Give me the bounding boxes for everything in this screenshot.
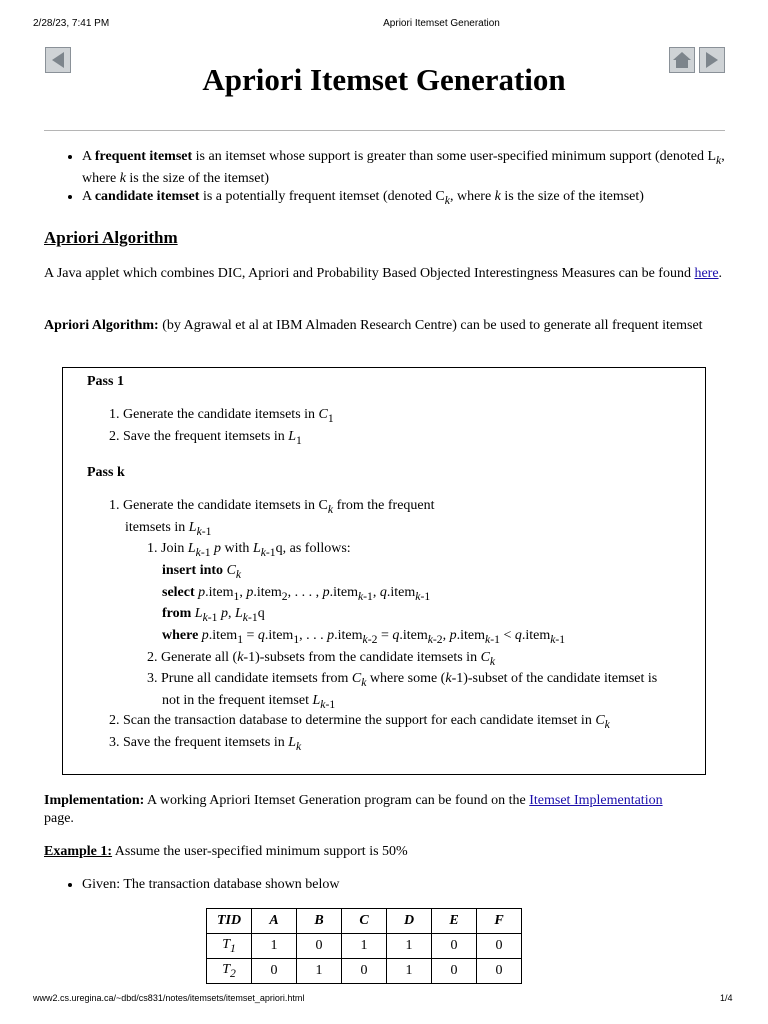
col-header: B bbox=[297, 909, 342, 934]
here-link[interactable]: here bbox=[694, 266, 719, 281]
pass-1-step-1: 1. Generate the candidate itemsets in $C_1$ bbox=[109, 407, 334, 425]
algorithm-box bbox=[62, 367, 706, 775]
pass-k-step-1-cont: itemsets in $L_{k-1}$ bbox=[125, 520, 212, 538]
join-step: 1. Join $L_{k-1}$ p with $L_{k-1}q$, as follows: bbox=[147, 541, 351, 559]
select-line: select p.item$_1$, p.item$_2$, . . . , p.item$_{k-1}$, q.item$_{k-1}$ bbox=[162, 585, 431, 603]
algorithm-intro: Apriori Algorithm: (by Agrawal et al at IBM Almaden Research Centre) can be used to generate all frequent itemset bbox=[44, 318, 703, 333]
tid-cell: $T_2$ bbox=[207, 959, 252, 984]
table-cell: 1 bbox=[387, 959, 432, 984]
col-header: D bbox=[387, 909, 432, 934]
pass-k-step-1: 1. Generate the candidate itemsets in $C_k$ from the frequent bbox=[109, 498, 435, 516]
horizontal-rule bbox=[44, 130, 725, 131]
implementation-paragraph: Implementation: A working Apriori Itemset Generation program can be found on the Itemset Implementation page. bbox=[44, 793, 663, 826]
table-cell: 0 bbox=[252, 959, 297, 984]
prune-step: 3. Prune all candidate itemsets from $C_k$ where some (k-1)-subset of the candidate itemset is bbox=[147, 671, 658, 689]
pass-k-heading: Pass k bbox=[87, 465, 125, 480]
table-cell: 0 bbox=[297, 934, 342, 959]
tid-cell: $T_1$ bbox=[207, 934, 252, 959]
table-cell: 1 bbox=[252, 934, 297, 959]
definitions-list bbox=[44, 148, 732, 210]
table-cell: 0 bbox=[477, 934, 522, 959]
table-row bbox=[207, 934, 522, 959]
col-header: C bbox=[342, 909, 387, 934]
prune-step-cont: not in the frequent itemset $L_{k-1}$ bbox=[162, 693, 336, 711]
where-line: where p.item$_1$ = q.item$_1$, . . . p.item$_{k-2}$ = q.item$_{k-2}$, p.item$_{k-1}$ < q.item$_{k-1}$ bbox=[162, 628, 566, 646]
table-cell: 0 bbox=[432, 934, 477, 959]
save-step: 3. Save the frequent itemsets in $L_k$ bbox=[109, 735, 302, 753]
table-cell: 0 bbox=[342, 959, 387, 984]
table-cell: 1 bbox=[297, 959, 342, 984]
transaction-table bbox=[206, 908, 522, 984]
insert-line: insert into $C_k$ bbox=[162, 563, 242, 581]
table-cell: 1 bbox=[342, 934, 387, 959]
table-row bbox=[207, 959, 522, 984]
col-header: E bbox=[432, 909, 477, 934]
candidate-itemset-definition: • A candidate itemset is a potentially frequent itemset (denoted $C_k$, where k is the size of the itemset) bbox=[82, 188, 732, 210]
print-title: Apriori Itemset Generation bbox=[383, 18, 500, 29]
page-title: Apriori Itemset Generation bbox=[202, 62, 566, 97]
footer-page: 1/4 bbox=[720, 993, 733, 1003]
given-list bbox=[44, 876, 732, 894]
footer-url: www2.cs.uregina.ca/~dbd/cs831/notes/itemsets/itemset_apriori.html bbox=[33, 993, 305, 1003]
table-cell: 1 bbox=[387, 934, 432, 959]
scan-step: 2. Scan the transaction database to determine the support for each candidate itemset in $C_k$ bbox=[109, 713, 610, 731]
section-heading: Apriori Algorithm bbox=[44, 228, 178, 247]
table-header-row bbox=[207, 909, 522, 934]
print-datetime: 2/28/23, 7:41 PM bbox=[33, 18, 110, 29]
frequent-itemset-definition: • A frequent itemset is an itemset whose support is greater than some user-specified minimum support (denoted $L_k$, where k is the size of the itemset) bbox=[82, 148, 732, 188]
table-cell: 0 bbox=[477, 959, 522, 984]
col-header: TID bbox=[207, 909, 252, 934]
example-paragraph: Example 1: Assume the user-specified minimum support is 50% bbox=[44, 844, 408, 859]
applet-paragraph: A Java applet which combines DIC, Apriori and Probability Based Objected Interestingness Measures can be found here. bbox=[44, 266, 723, 281]
pass-1-heading: Pass 1 bbox=[87, 374, 124, 389]
itemset-implementation-link[interactable]: Itemset Implementation bbox=[529, 793, 663, 808]
given-item: • Given: The transaction database shown below bbox=[82, 876, 732, 894]
col-header: A bbox=[252, 909, 297, 934]
col-header: F bbox=[477, 909, 522, 934]
from-line: from $L_{k-1}$ p, $L_{k-1}q$ bbox=[162, 606, 265, 624]
table-cell: 0 bbox=[432, 959, 477, 984]
pass-1-step-2: 2. Save the frequent itemsets in $L_1$ bbox=[109, 429, 302, 447]
generate-subsets-step: 2. Generate all (k-1)-subsets from the candidate itemsets in $C_k$ bbox=[147, 650, 496, 668]
